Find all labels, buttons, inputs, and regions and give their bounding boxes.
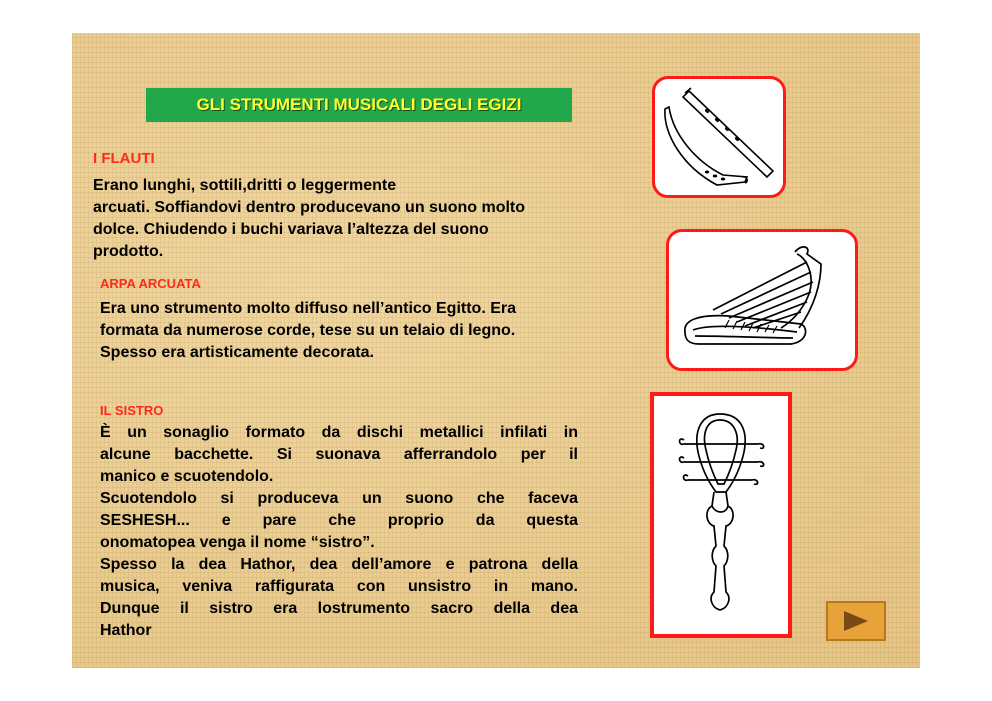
text-line: Spesso la dea Hathor, dea dell’amore e patrona della bbox=[100, 556, 578, 573]
page-title: GLI STRUMENTI MUSICALI DEGLI EGIZI bbox=[196, 95, 522, 114]
text-line: dolce. Chiudendo i buchi variava l’altezza del suono bbox=[93, 221, 489, 238]
text-line: È un sonaglio formato da dischi metallici infilati in bbox=[100, 424, 578, 441]
text-line: manico e scuotendolo. bbox=[100, 468, 274, 485]
slide bbox=[72, 33, 920, 668]
harp-image-frame bbox=[666, 229, 858, 371]
text-line: Dunque il sistro era lostrumento sacro della dea bbox=[100, 600, 578, 617]
sistrum-image-frame bbox=[650, 392, 792, 638]
text-line: Spesso era artisticamente decorata. bbox=[100, 344, 374, 361]
text-line: arcuati. Soffiandovi dentro producevano un suono molto bbox=[93, 199, 526, 216]
title-banner bbox=[146, 88, 572, 122]
section-heading-arpa: ARPA ARCUATA bbox=[100, 276, 201, 291]
text-line: musica, veniva raffigurata con unsistro in mano. bbox=[100, 578, 578, 595]
section-text-arpa bbox=[100, 298, 620, 364]
text-line: formata da numerose corde, tese su un telaio di legno. bbox=[100, 322, 516, 339]
text-line: Erano lunghi, sottili,dritti o leggermente bbox=[93, 177, 397, 194]
section-heading-flauti: I FLAUTI bbox=[93, 150, 155, 167]
flute-drawing bbox=[655, 79, 783, 195]
section-text-sistro bbox=[100, 422, 578, 642]
harp-drawing bbox=[669, 232, 855, 368]
text-line: Era uno strumento molto diffuso nell’antico Egitto. Era bbox=[100, 300, 517, 317]
next-slide-button[interactable] bbox=[826, 601, 886, 641]
text-line: SESHESH... e pare che proprio da questa bbox=[100, 512, 578, 529]
flute-image-frame bbox=[652, 76, 786, 198]
sistrum-drawing bbox=[654, 396, 788, 634]
section-heading-sistro: IL SISTRO bbox=[100, 403, 164, 418]
text-line: onomatopea venga il nome “sistro”. bbox=[100, 534, 375, 551]
text-line: prodotto. bbox=[93, 243, 164, 260]
text-line: Scuotendolo si produceva un suono che faceva bbox=[100, 490, 578, 507]
text-line: Hathor bbox=[100, 622, 152, 639]
section-text-flauti bbox=[93, 175, 613, 263]
play-triangle-icon bbox=[838, 608, 874, 634]
text-line: alcune bacchette. Si suonava afferrandolo per il bbox=[100, 446, 578, 463]
